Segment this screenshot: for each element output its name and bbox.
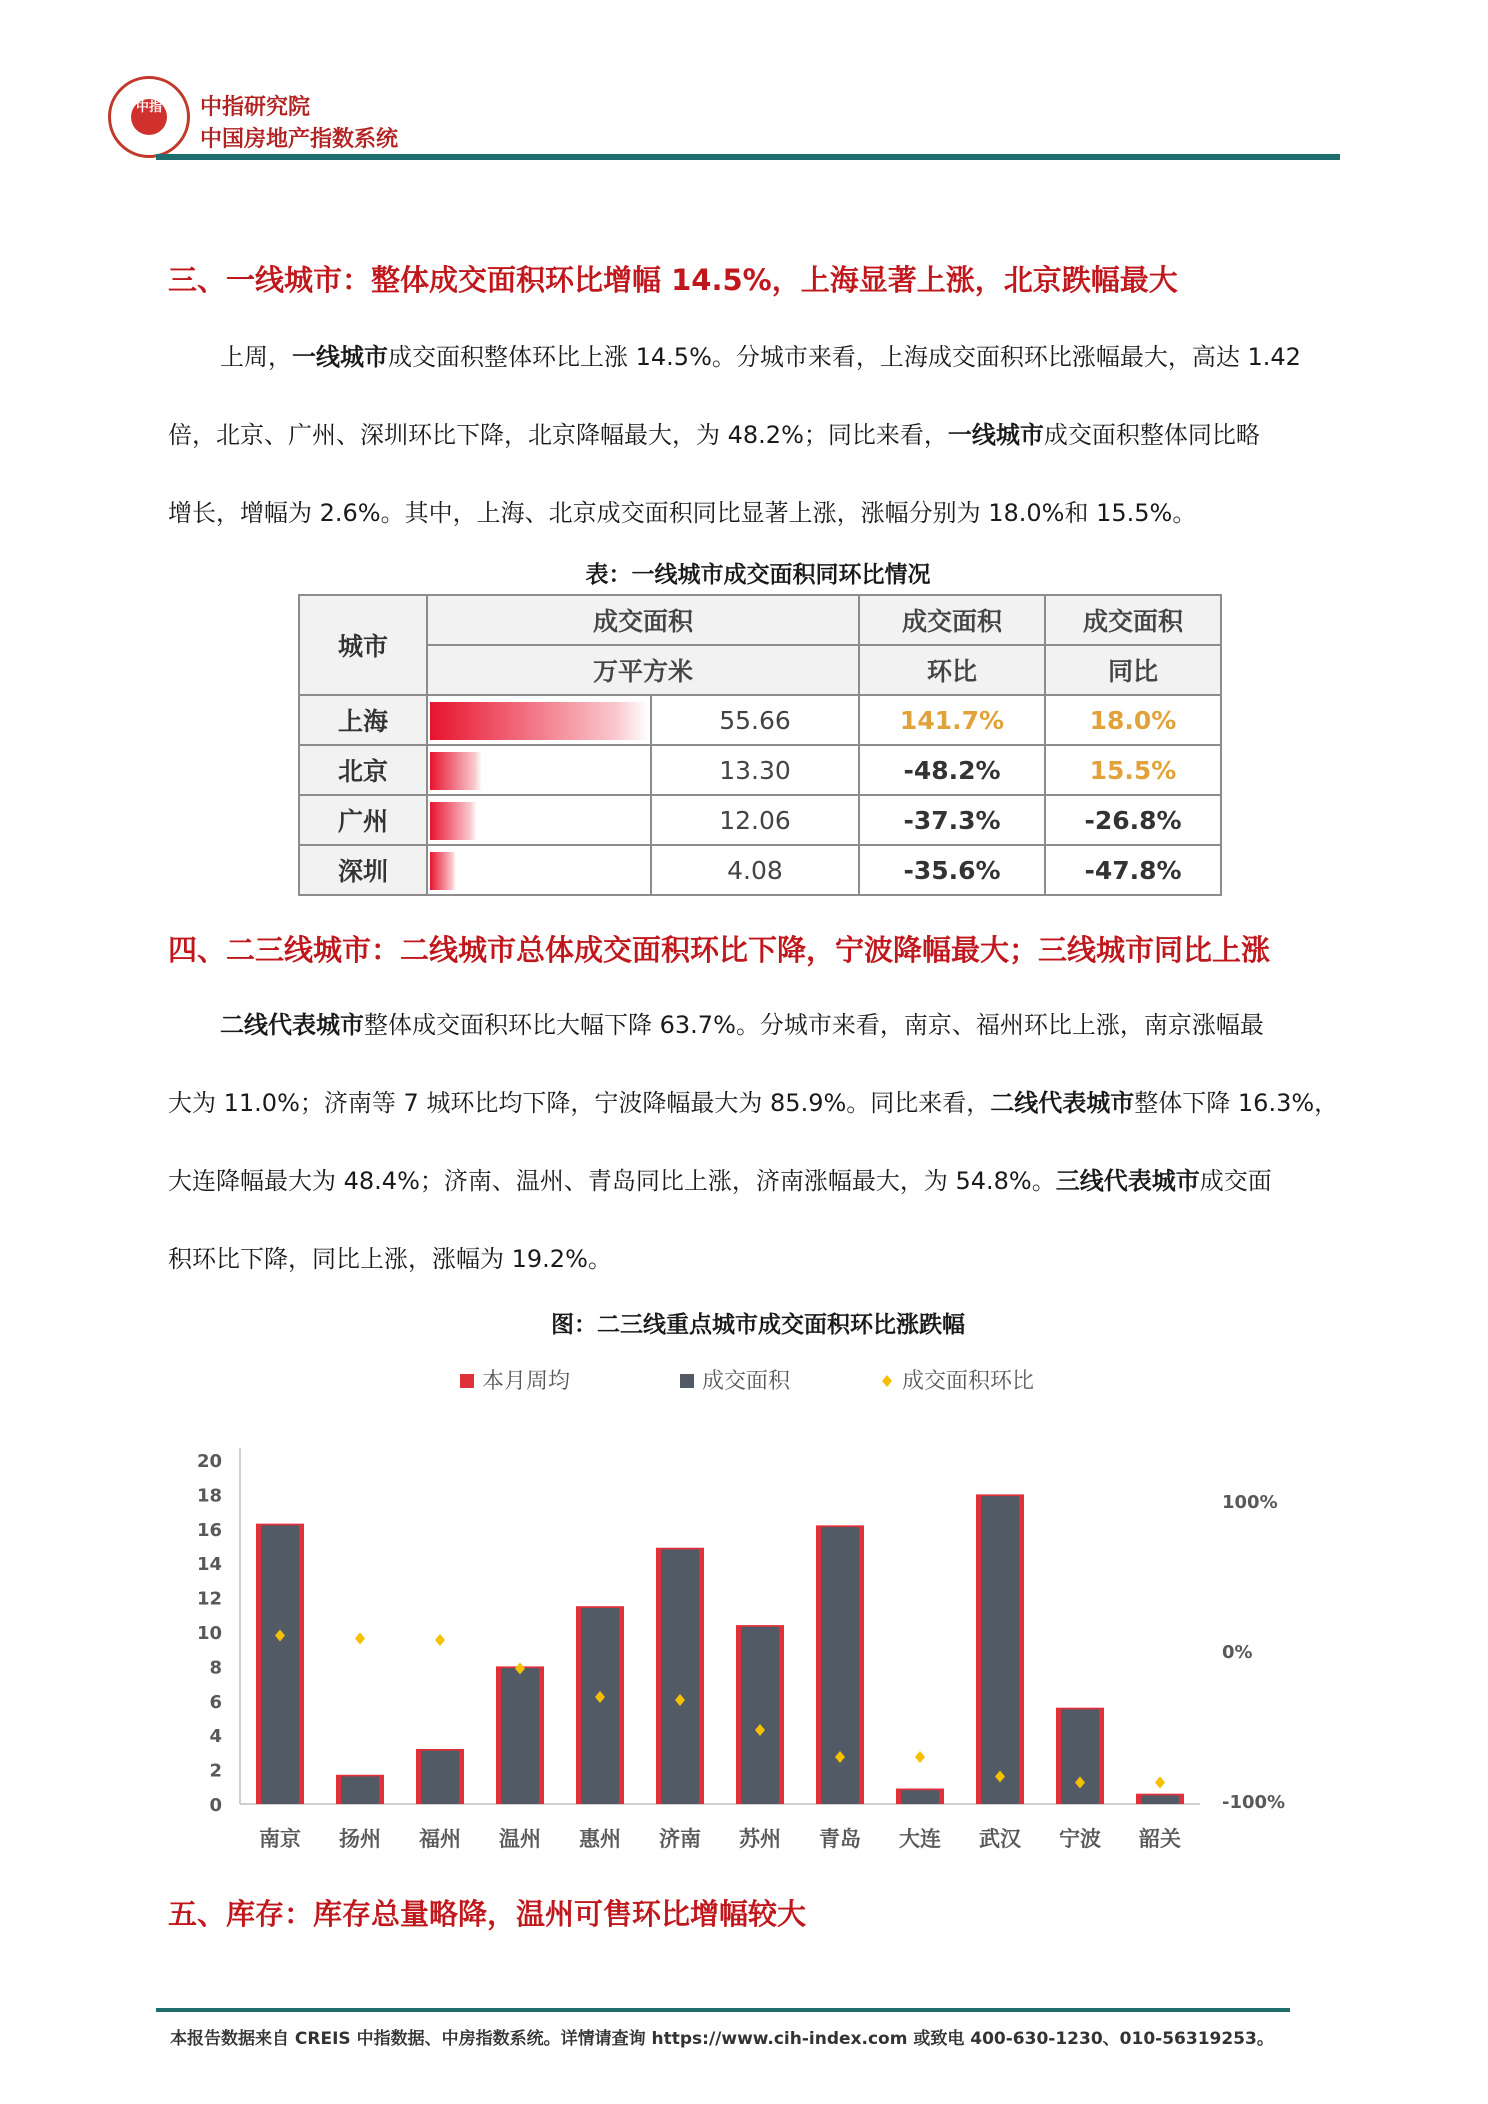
area-value: 13.30 bbox=[651, 745, 859, 795]
x-tick-label: 韶关 bbox=[1139, 1827, 1181, 1851]
bar-area bbox=[981, 1496, 1019, 1804]
bar-area bbox=[421, 1751, 459, 1804]
city-area-chart bbox=[160, 1320, 1320, 1860]
area-value: 12.06 bbox=[651, 795, 859, 845]
table-row bbox=[299, 845, 1221, 895]
mom-value: -35.6% bbox=[859, 845, 1045, 895]
table-row bbox=[299, 745, 1221, 795]
point-mom bbox=[435, 1634, 445, 1646]
y-tick-label: 0 bbox=[209, 1795, 222, 1816]
table-caption: 表：一线城市成交面积同环比情况 bbox=[585, 562, 931, 588]
header-area-unit: 万平方米 bbox=[427, 645, 859, 695]
bar-area bbox=[261, 1525, 299, 1804]
point-mom bbox=[915, 1751, 925, 1763]
point-mom bbox=[355, 1633, 365, 1645]
x-tick-label: 南京 bbox=[259, 1827, 301, 1851]
x-tick-label: 大连 bbox=[899, 1827, 941, 1851]
header-divider bbox=[156, 154, 1340, 160]
logo-mark: 中指 bbox=[131, 99, 167, 135]
yoy-value: 15.5% bbox=[1045, 745, 1221, 795]
area-bar-cell bbox=[427, 695, 651, 745]
area-bar bbox=[430, 852, 456, 890]
first-tier-table bbox=[298, 594, 1222, 896]
y-tick-label: 20 bbox=[196, 1451, 222, 1472]
para-line: 二线代表城市整体成交面积环比大幅下降 63.7%。分城市来看，南京、福州环比上涨，南京涨幅最 bbox=[220, 1011, 1264, 1039]
para-line: 大连降幅最大为 48.4%；济南、温州、青岛同比上涨，济南涨幅最大，为 54.8%。三线代表城市成交面 bbox=[168, 1167, 1272, 1195]
mom-value: 141.7% bbox=[859, 695, 1045, 745]
legend-swatch bbox=[460, 1374, 474, 1388]
area-bar bbox=[430, 702, 648, 740]
footer-note: 本报告数据来自 CREIS 中指数据、中房指数系统。详情请查询 https://www.cih-index.com 或致电 400-630-1230、010-56319253。 bbox=[170, 2029, 1274, 2049]
city-cell: 北京 bbox=[299, 745, 427, 795]
yoy-value: 18.0% bbox=[1045, 695, 1221, 745]
y-tick-label: 14 bbox=[196, 1554, 222, 1576]
mom-value: -48.2% bbox=[859, 745, 1045, 795]
header-area: 成交面积 bbox=[427, 595, 859, 645]
x-tick-label: 宁波 bbox=[1059, 1827, 1101, 1851]
para-line: 上周，一线城市成交面积整体环比上涨 14.5%。分城市来看，上海成交面积环比涨幅最大，高达 1.42 bbox=[220, 343, 1301, 371]
para-line: 增长，增幅为 2.6%。其中，上海、北京成交面积同比显著上涨，涨幅分别为 18.0%和 15.5%。 bbox=[168, 499, 1197, 527]
y-tick-label: 16 bbox=[196, 1519, 222, 1541]
y2-tick-label: 0% bbox=[1222, 1642, 1253, 1663]
x-tick-label: 济南 bbox=[659, 1827, 701, 1851]
bar-area bbox=[341, 1776, 379, 1804]
header-mom-sub: 环比 bbox=[859, 645, 1045, 695]
area-bar-cell bbox=[427, 845, 651, 895]
para-line: 倍，北京、广州、深圳环比下降，北京降幅最大，为 48.2%；同比来看，一线城市成交面积整体同比略 bbox=[168, 421, 1260, 449]
y-tick-label: 10 bbox=[196, 1623, 222, 1644]
bar-area bbox=[901, 1790, 939, 1804]
bar-area bbox=[1061, 1709, 1099, 1804]
y-tick-label: 18 bbox=[196, 1485, 222, 1507]
x-tick-label: 温州 bbox=[499, 1827, 541, 1851]
header-yoy-sub: 同比 bbox=[1045, 645, 1221, 695]
system-name: 中国房地产指数系统 bbox=[200, 127, 399, 152]
academy-logo bbox=[108, 76, 190, 158]
area-bar-cell bbox=[427, 795, 651, 845]
city-cell: 深圳 bbox=[299, 845, 427, 895]
para-line: 积环比下降，同比上涨，涨幅为 19.2%。 bbox=[168, 1245, 612, 1273]
org-name: 中指研究院 bbox=[200, 95, 311, 120]
area-bar bbox=[430, 752, 482, 790]
y-tick-label: 6 bbox=[209, 1691, 222, 1713]
y-tick-label: 12 bbox=[196, 1588, 222, 1610]
yoy-value: -26.8% bbox=[1045, 795, 1221, 845]
bar-area bbox=[1141, 1795, 1179, 1804]
x-tick-label: 青岛 bbox=[819, 1827, 861, 1851]
chart-title: 图：二三线重点城市成交面积环比涨跌幅 bbox=[551, 1312, 965, 1338]
footer-divider bbox=[156, 2008, 1290, 2012]
y-tick-label: 8 bbox=[209, 1657, 222, 1679]
legend-swatch bbox=[882, 1375, 892, 1387]
yoy-value: -47.8% bbox=[1045, 845, 1221, 895]
x-tick-label: 福州 bbox=[419, 1827, 461, 1851]
y-tick-label: 4 bbox=[209, 1726, 222, 1748]
legend-label: 成交面积环比 bbox=[902, 1369, 1035, 1394]
legend-label: 本月周均 bbox=[482, 1369, 571, 1394]
section4-paragraph bbox=[168, 986, 1350, 1298]
header-mom: 成交面积 bbox=[859, 595, 1045, 645]
header-city: 城市 bbox=[299, 595, 427, 695]
area-value: 55.66 bbox=[651, 695, 859, 745]
section3-paragraph bbox=[168, 318, 1350, 552]
x-tick-label: 苏州 bbox=[739, 1827, 781, 1851]
section5-title: 五、库存：库存总量略降，温州可售环比增幅较大 bbox=[168, 1897, 807, 1931]
mom-value: -37.3% bbox=[859, 795, 1045, 845]
para-line: 大为 11.0%；济南等 7 城环比均下降，宁波降幅最大为 85.9%。同比来看，二线代表城市整体下降 16.3%， bbox=[168, 1089, 1339, 1117]
city-cell: 广州 bbox=[299, 795, 427, 845]
header-yoy: 成交面积 bbox=[1045, 595, 1221, 645]
bar-area bbox=[581, 1608, 619, 1804]
area-bar-cell bbox=[427, 745, 651, 795]
bar-area bbox=[741, 1627, 779, 1804]
area-bar bbox=[430, 802, 477, 840]
city-cell: 上海 bbox=[299, 695, 427, 745]
section4-title: 四、二三线城市：二线城市总体成交面积环比下降，宁波降幅最大；三线城市同比上涨 bbox=[168, 933, 1271, 967]
table-row bbox=[299, 695, 1221, 745]
y2-tick-label: -100% bbox=[1222, 1792, 1286, 1813]
y2-tick-label: 100% bbox=[1222, 1492, 1278, 1513]
x-tick-label: 惠州 bbox=[579, 1827, 621, 1851]
x-tick-label: 武汉 bbox=[979, 1827, 1021, 1851]
legend-swatch bbox=[680, 1374, 694, 1388]
bar-area bbox=[661, 1549, 699, 1804]
section3-title: 三、一线城市：整体成交面积环比增幅 14.5%，上海显著上涨，北京跌幅最大 bbox=[168, 263, 1178, 297]
y-tick-label: 2 bbox=[209, 1760, 222, 1782]
area-value: 4.08 bbox=[651, 845, 859, 895]
legend-label: 成交面积 bbox=[702, 1369, 791, 1394]
x-tick-label: 扬州 bbox=[339, 1827, 381, 1851]
bar-area bbox=[501, 1668, 539, 1804]
table-row bbox=[299, 795, 1221, 845]
point-mom bbox=[1155, 1777, 1165, 1789]
